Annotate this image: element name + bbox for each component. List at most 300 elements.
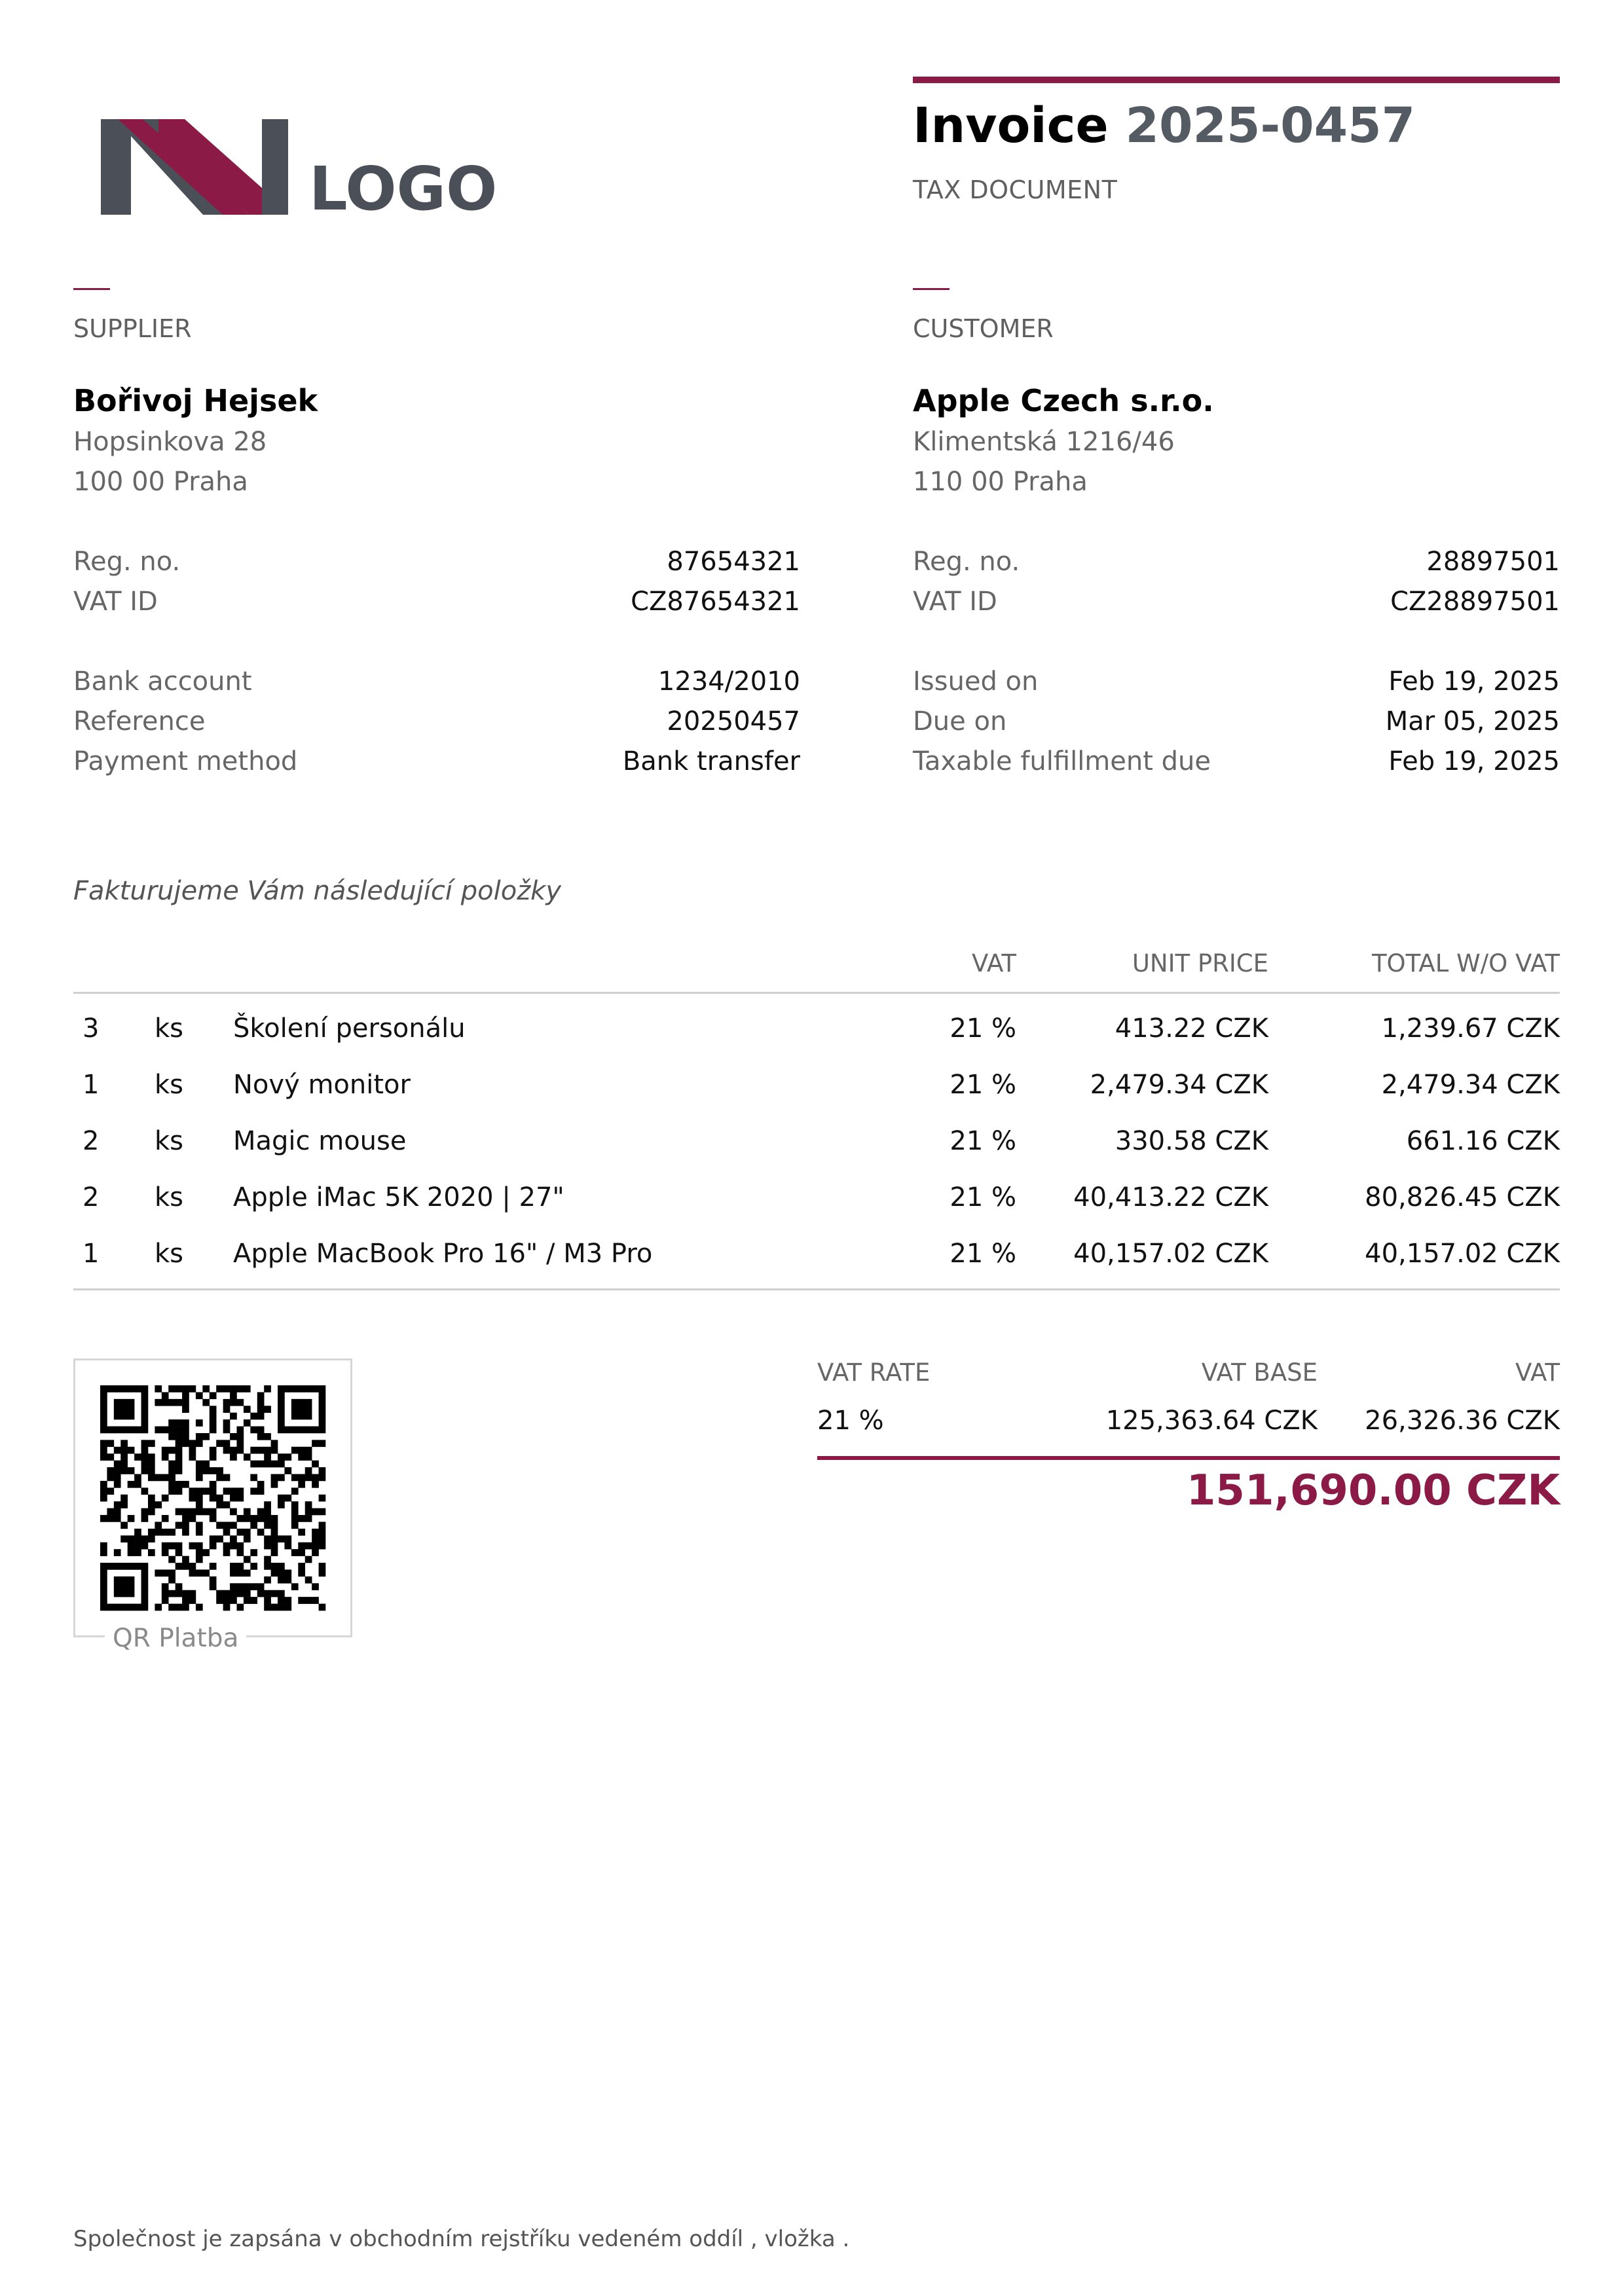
reference-value: 20250457 [667,706,800,737]
qr-module [120,1535,128,1542]
qr-module [162,1529,169,1536]
qr-module [162,1515,169,1522]
qr-module [155,1427,162,1434]
qr-module [284,1495,291,1502]
qr-module [284,1453,291,1461]
qr-module [168,1427,175,1434]
qr-module [298,1529,305,1536]
qr-module [189,1590,196,1597]
supplier-vat-id-value: CZ87654321 [631,587,800,617]
taxable-fulfillment-due [913,746,1560,776]
supplier-vat-id [73,587,800,617]
qr-module [312,1385,319,1393]
qr-module [134,1549,141,1556]
item-vat: 21 % [950,1013,1016,1044]
qr-module [319,1522,326,1529]
qr-module [244,1453,251,1461]
qr-module [298,1427,305,1434]
qr-module [223,1529,231,1536]
qr-module [250,1597,257,1604]
qr-module [278,1569,285,1576]
qr-module [162,1392,169,1399]
qr-module [319,1419,326,1427]
item-qty: 2 [83,1126,100,1156]
qr-module [230,1447,237,1454]
qr-module [196,1604,203,1611]
qr-module [134,1563,141,1570]
item-unit-price: 330.58 CZK [1115,1126,1268,1156]
qr-module [250,1515,257,1522]
qr-module [175,1522,183,1529]
qr-module [189,1385,196,1393]
qr-module [319,1535,326,1542]
qr-module [216,1597,223,1604]
bank-account-value: 1234/2010 [657,666,800,697]
item-unit: ks [155,1070,184,1100]
payment-method-label: Payment method [73,746,298,776]
qr-module [168,1385,175,1393]
qr-module [155,1569,162,1576]
qr-module [120,1453,128,1461]
qr-module [189,1597,196,1604]
qr-module [278,1590,285,1597]
qr-module [175,1453,183,1461]
qr-module [210,1453,217,1461]
qr-module [223,1487,231,1495]
qr-module [298,1399,305,1406]
qr-module [250,1487,257,1495]
qr-module [210,1481,217,1488]
qr-module [312,1549,319,1556]
qr-module [202,1461,210,1468]
qr-module [210,1508,217,1516]
vat-summary-header [817,1358,1560,1398]
qr-module [257,1406,265,1413]
qr-module [128,1413,135,1420]
qr-module [210,1487,217,1495]
qr-module [128,1604,135,1611]
qr-module [189,1440,196,1447]
qr-module [120,1590,128,1597]
qr-module [114,1427,121,1434]
qr-module [257,1427,265,1434]
header-qty [73,949,155,993]
qr-module [278,1399,285,1406]
qr-module [278,1419,285,1427]
qr-module [141,1576,149,1584]
qr-module [120,1467,128,1474]
qr-module [182,1529,189,1536]
items-table [73,949,1560,1290]
qr-module [278,1535,285,1542]
qr-module [305,1508,312,1516]
qr-module [155,1604,162,1611]
qr-module [244,1419,251,1427]
qr-module [278,1474,285,1482]
qr-module [162,1569,169,1576]
due-on-value: Mar 05, 2025 [1385,706,1560,737]
vat-base-value: 125,363.64 CZK [1105,1406,1318,1436]
qr-module [196,1392,203,1399]
qr-module [141,1406,149,1413]
customer-address-line2: 110 00 Praha [913,467,1088,497]
qr-module [148,1495,155,1502]
qr-module [230,1583,237,1590]
qr-module [155,1385,162,1393]
vat-amount-value: 26,326.36 CZK [1365,1406,1560,1436]
qr-module [271,1481,278,1488]
due-on-label: Due on [913,706,1007,737]
qr-module [264,1453,271,1461]
qr-module [298,1447,305,1454]
qr-module [312,1481,319,1488]
qr-module [291,1522,299,1529]
qr-module [264,1576,271,1584]
vat-amount-header: VAT [1515,1358,1560,1387]
item-total: 1,239.67 CZK [1381,1013,1560,1044]
qr-module [236,1385,244,1393]
qr-module [284,1542,291,1550]
vat-summary-row [817,1398,1560,1444]
table-row [73,1169,1560,1226]
qr-module [100,1495,107,1502]
qr-module [168,1529,175,1536]
qr-module [148,1467,155,1474]
qr-module [223,1427,231,1434]
table-row [73,993,1560,1057]
qr-module [189,1495,196,1502]
qr-module [230,1385,237,1393]
qr-module [271,1461,278,1468]
item-total: 80,826.45 CZK [1365,1182,1560,1212]
qr-module [162,1453,169,1461]
qr-module [312,1597,319,1604]
qr-module [182,1399,189,1406]
qr-module [264,1542,271,1550]
qr-module [189,1508,196,1516]
qr-module [175,1427,183,1434]
qr-module [148,1474,155,1482]
qr-module [148,1508,155,1516]
qr-module [196,1508,203,1516]
qr-module [134,1427,141,1434]
qr-module [284,1604,291,1611]
qr-module [141,1461,149,1468]
qr-module [284,1569,291,1576]
qr-module [128,1447,135,1454]
qr-module [223,1522,231,1529]
qr-module [210,1447,217,1454]
item-description: Magic mouse [233,1126,407,1156]
qr-module [107,1563,114,1570]
qr-module [257,1392,265,1399]
qr-module [114,1508,121,1516]
qr-module [244,1515,251,1522]
qr-module [319,1406,326,1413]
qr-module [298,1542,305,1550]
qr-module [264,1556,271,1563]
qr-module [291,1515,299,1522]
supplier-bank-account [73,666,800,697]
item-unit-price: 40,157.02 CZK [1016,1226,1268,1290]
qr-module [250,1474,257,1482]
qr-module [168,1481,175,1488]
qr-module [175,1481,183,1488]
qr-module [175,1604,183,1611]
qr-module [168,1487,175,1495]
items-intro: Fakturujeme Vám následující položky [73,876,562,906]
qr-module [120,1427,128,1434]
qr-module [298,1413,305,1420]
customer-vat-id-value: CZ28897501 [1390,587,1560,617]
qr-module [278,1453,285,1461]
invoice-title-word: Invoice [913,98,1109,154]
supplier-vat-id-label: VAT ID [73,587,158,617]
qr-module [168,1399,175,1406]
qr-module [264,1447,271,1454]
qr-module [120,1413,128,1420]
qr-payment-code[interactable] [100,1385,325,1611]
qr-module [175,1542,183,1550]
customer-vat-id-label: VAT ID [913,587,997,617]
qr-module [175,1461,183,1468]
qr-module [196,1529,203,1536]
qr-module [134,1535,141,1542]
qr-module [264,1597,271,1604]
supplier-address-line2: 100 00 Praha [73,467,248,497]
qr-module [244,1590,251,1597]
qr-module [120,1440,128,1447]
qr-module [312,1529,319,1536]
qr-module [291,1385,299,1393]
qr-module [182,1433,189,1440]
due-on [913,706,1560,737]
qr-module [210,1563,217,1570]
qr-module [223,1406,231,1413]
qr-module [162,1427,169,1434]
qr-module [298,1563,305,1570]
qr-module [257,1433,265,1440]
qr-module [278,1563,285,1570]
qr-module [168,1590,175,1597]
qr-module [196,1556,203,1563]
qr-module [114,1467,121,1474]
qr-module [141,1563,149,1570]
qr-module [100,1419,107,1427]
qr-module [168,1474,175,1482]
qr-module [236,1440,244,1447]
qr-module [319,1474,326,1482]
qr-module [107,1467,114,1474]
qr-module [100,1487,107,1495]
qr-module [264,1515,271,1522]
qr-module [244,1535,251,1542]
qr-module [141,1515,149,1522]
qr-module [312,1535,319,1542]
qr-module [128,1515,135,1522]
qr-module [236,1427,244,1434]
qr-module [202,1508,210,1516]
qr-payment-frame [73,1358,352,1637]
qr-module [264,1385,271,1393]
item-qty: 3 [83,1013,100,1044]
customer-block [913,0,1560,851]
qr-module [114,1406,121,1413]
qr-module [114,1413,121,1420]
item-description: Školení personálu [233,1013,466,1044]
customer-reg-no [913,547,1560,577]
qr-module [107,1474,114,1482]
qr-module [189,1563,196,1570]
qr-module [196,1419,203,1427]
qr-module [141,1440,149,1447]
qr-module [141,1542,149,1550]
qr-module [305,1427,312,1434]
qr-module [100,1447,107,1454]
qr-module [236,1495,244,1502]
qr-module [196,1495,203,1502]
qr-module [257,1590,265,1597]
qr-module [107,1508,114,1516]
qr-module [202,1487,210,1495]
qr-module [312,1440,319,1447]
qr-module [141,1508,149,1516]
qr-module [148,1440,155,1447]
qr-module [202,1385,210,1393]
qr-module [175,1508,183,1516]
qr-module [319,1495,326,1502]
taxable-fulfillment-due-label: Taxable fulfillment due [913,746,1211,776]
qr-module [284,1576,291,1584]
qr-module [278,1461,285,1468]
qr-module [236,1529,244,1536]
qr-module [216,1440,223,1447]
customer-accent-rule [913,288,950,290]
qr-module [230,1522,237,1529]
qr-module [319,1467,326,1474]
qr-module [236,1542,244,1550]
qr-module [250,1583,257,1590]
qr-module [305,1385,312,1393]
qr-module [134,1385,141,1393]
qr-module [107,1487,114,1495]
qr-module [128,1583,135,1590]
qr-module [175,1419,183,1427]
qr-module [291,1508,299,1516]
qr-module [120,1604,128,1611]
qr-module [305,1467,312,1474]
qr-module [210,1419,217,1427]
qr-module [278,1495,285,1502]
qr-module [305,1515,312,1522]
qr-module [202,1467,210,1474]
qr-module [196,1474,203,1482]
qr-module [223,1549,231,1556]
qr-module [257,1529,265,1536]
qr-module [175,1433,183,1440]
qr-module [250,1522,257,1529]
item-unit-price: 40,413.22 CZK [1073,1182,1268,1212]
qr-module [162,1495,169,1502]
qr-module [305,1556,312,1563]
customer-vat-id [913,587,1560,617]
item-total: 40,157.02 CZK [1268,1226,1560,1290]
qr-module [175,1385,183,1393]
qr-module [264,1501,271,1508]
qr-module [168,1569,175,1576]
qr-module [107,1385,114,1393]
qr-module [141,1447,149,1454]
supplier-name: Bořivoj Hejsek [73,383,318,418]
qr-module [120,1501,128,1508]
qr-module [168,1604,175,1611]
qr-module [107,1604,114,1611]
qr-module [128,1542,135,1550]
qr-module [196,1440,203,1447]
issued-on-label: Issued on [913,666,1039,697]
qr-module [223,1474,231,1482]
qr-module [162,1597,169,1604]
qr-module [155,1501,162,1508]
qr-module [120,1563,128,1570]
issued-on [913,666,1560,697]
qr-module [298,1453,305,1461]
qr-module [210,1576,217,1584]
qr-module [114,1501,121,1508]
qr-module [196,1467,203,1474]
qr-module [271,1522,278,1529]
qr-module [182,1427,189,1434]
qr-module [182,1440,189,1447]
qr-module [257,1413,265,1420]
supplier-address-line1: Hopsinkova 28 [73,427,267,457]
qr-module [141,1487,149,1495]
qr-module [216,1501,223,1508]
qr-module [264,1433,271,1440]
qr-module [291,1474,299,1482]
qr-module [134,1474,141,1482]
qr-module [210,1542,217,1550]
qr-module [244,1597,251,1604]
qr-module [312,1583,319,1590]
qr-module [278,1501,285,1508]
items-header-row [73,949,1560,993]
qr-module [134,1453,141,1461]
qr-module [182,1597,189,1604]
header-vat: VAT [885,949,1016,993]
qr-module [100,1385,107,1393]
qr-module [196,1542,203,1550]
qr-module [128,1399,135,1406]
qr-module [120,1495,128,1502]
qr-module [114,1399,121,1406]
qr-module [319,1385,326,1393]
qr-module [216,1385,223,1393]
qr-module [100,1583,107,1590]
qr-module [141,1590,149,1597]
supplier-label: SUPPLIER [73,314,192,343]
qr-payment-label: QR Platba [105,1624,246,1653]
qr-module [196,1569,203,1576]
qr-module [312,1542,319,1550]
qr-module [264,1535,271,1542]
qr-module [128,1385,135,1393]
qr-module [100,1590,107,1597]
qr-module [182,1563,189,1570]
qr-module [141,1569,149,1576]
qr-module [162,1399,169,1406]
qr-module [319,1508,326,1516]
